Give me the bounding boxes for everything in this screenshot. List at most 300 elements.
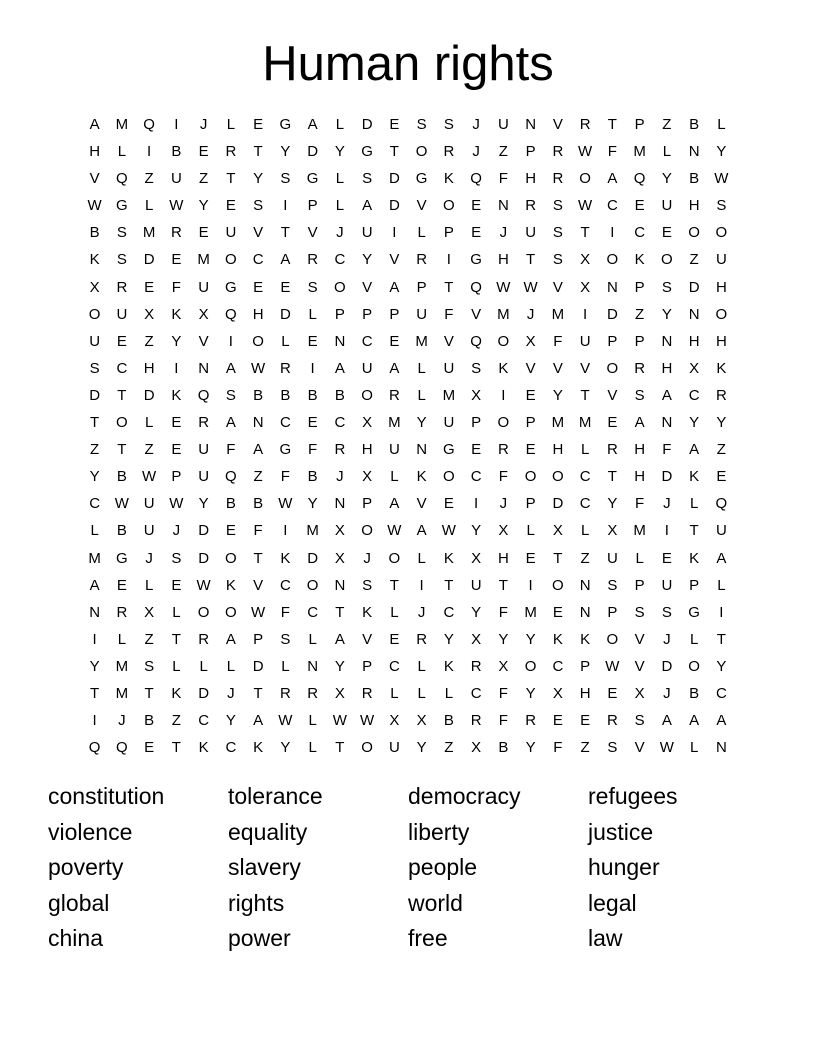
grid-letter: U bbox=[143, 522, 155, 540]
grid-letter: W bbox=[251, 359, 266, 377]
word-bank-item: equality bbox=[228, 818, 308, 845]
grid-letter: T bbox=[144, 684, 154, 702]
grid-row bbox=[81, 517, 735, 544]
grid-letter: A bbox=[89, 576, 100, 594]
grid-letter: B bbox=[443, 712, 454, 730]
grid-letter: O bbox=[225, 549, 237, 567]
grid-letter: H bbox=[634, 468, 646, 486]
grid-letter: Z bbox=[580, 549, 590, 567]
grid-letter: U bbox=[416, 305, 428, 323]
grid-letter: E bbox=[471, 224, 482, 242]
grid-letter: N bbox=[661, 332, 673, 350]
grid-letter: A bbox=[389, 359, 400, 377]
grid-letter: J bbox=[472, 116, 480, 133]
grid-letter: C bbox=[579, 468, 591, 486]
grid-letter: X bbox=[552, 522, 563, 540]
letter-grid bbox=[81, 111, 735, 761]
grid-letter: K bbox=[716, 359, 727, 377]
grid-letter: D bbox=[252, 657, 264, 675]
grid-letter: O bbox=[361, 739, 373, 757]
grid-letter: T bbox=[498, 576, 508, 594]
grid-letter: R bbox=[525, 197, 537, 215]
grid-letter: F bbox=[553, 332, 563, 350]
grid-letter: D bbox=[388, 197, 400, 215]
grid-row bbox=[81, 436, 735, 463]
grid-letter: E bbox=[661, 549, 672, 567]
grid-letter: G bbox=[279, 116, 292, 133]
grid-letter: L bbox=[635, 549, 644, 567]
grid-letter: Z bbox=[580, 739, 590, 757]
grid-letter: M bbox=[415, 332, 428, 350]
grid-letter: O bbox=[361, 386, 373, 404]
grid-letter: K bbox=[225, 576, 236, 594]
grid-letter: S bbox=[634, 712, 645, 730]
grid-letter: C bbox=[552, 657, 564, 675]
grid-letter: K bbox=[89, 251, 100, 269]
grid-letter: U bbox=[225, 224, 237, 242]
grid-letter: L bbox=[308, 630, 317, 648]
grid-letter: P bbox=[634, 278, 645, 296]
grid-letter: O bbox=[252, 332, 264, 350]
grid-letter: I bbox=[501, 386, 506, 404]
grid-letter: E bbox=[443, 495, 454, 513]
grid-letter: T bbox=[689, 522, 699, 540]
grid-row bbox=[81, 463, 735, 490]
grid-letter: O bbox=[225, 251, 237, 269]
grid-letter: B bbox=[253, 495, 264, 513]
grid-letter: O bbox=[606, 630, 619, 648]
grid-letter: A bbox=[689, 712, 700, 730]
grid-letter: F bbox=[226, 441, 236, 459]
grid-letter: F bbox=[308, 441, 318, 459]
grid-letter: R bbox=[416, 251, 428, 269]
grid-letter: Z bbox=[144, 441, 154, 459]
grid-letter: A bbox=[661, 712, 672, 730]
grid-letter: T bbox=[716, 630, 726, 648]
grid-letter: S bbox=[307, 278, 318, 296]
grid-letter: W bbox=[169, 197, 184, 215]
grid-letter: S bbox=[634, 603, 645, 621]
grid-letter: L bbox=[390, 684, 399, 702]
word-bank-item: justice bbox=[588, 818, 654, 845]
grid-letter: C bbox=[334, 414, 346, 432]
grid-letter: J bbox=[499, 224, 508, 242]
grid-letter: L bbox=[717, 576, 726, 594]
grid-letter: X bbox=[580, 278, 591, 296]
grid-letter: Z bbox=[90, 441, 100, 459]
grid-letter: T bbox=[253, 549, 263, 567]
grid-letter: O bbox=[606, 251, 619, 269]
grid-letter: T bbox=[389, 576, 399, 594]
grid-letter: E bbox=[607, 684, 618, 702]
grid-letter: X bbox=[362, 468, 373, 486]
grid-letter: B bbox=[307, 468, 318, 486]
grid-letter: X bbox=[334, 549, 345, 567]
grid-letter: V bbox=[552, 278, 563, 296]
grid-letter: Z bbox=[199, 170, 209, 188]
grid-letter: W bbox=[605, 657, 620, 675]
grid-letter: S bbox=[362, 170, 373, 188]
grid-letter: O bbox=[715, 305, 728, 323]
grid-letter: X bbox=[498, 522, 509, 540]
grid-letter: I bbox=[474, 495, 479, 513]
grid-letter: Q bbox=[116, 170, 128, 188]
grid-letter: E bbox=[661, 224, 672, 242]
grid-letter: X bbox=[471, 386, 482, 404]
grid-row bbox=[81, 653, 735, 680]
grid-letter: F bbox=[498, 170, 508, 188]
grid-letter: O bbox=[497, 414, 510, 432]
grid-row bbox=[81, 246, 735, 273]
grid-letter: U bbox=[116, 305, 128, 323]
grid-letter: T bbox=[607, 468, 617, 486]
grid-letter: H bbox=[661, 359, 673, 377]
grid-letter: I bbox=[419, 576, 424, 594]
grid-letter: L bbox=[281, 332, 290, 350]
grid-letter: E bbox=[307, 332, 318, 350]
grid-letter: F bbox=[498, 712, 508, 730]
grid-letter: L bbox=[717, 116, 726, 133]
grid-letter: N bbox=[606, 278, 618, 296]
grid-letter: E bbox=[225, 522, 236, 540]
grid-letter: S bbox=[552, 224, 563, 242]
grid-letter: W bbox=[87, 197, 102, 215]
grid-letter: J bbox=[172, 522, 181, 540]
grid-letter: K bbox=[443, 549, 454, 567]
grid-letter: C bbox=[634, 224, 646, 242]
grid-letter: L bbox=[662, 143, 672, 161]
grid-row bbox=[81, 274, 735, 301]
grid-letter: C bbox=[361, 332, 373, 350]
grid-letter: U bbox=[361, 359, 373, 377]
grid-letter: X bbox=[689, 359, 700, 377]
grid-letter: K bbox=[416, 468, 427, 486]
grid-letter: L bbox=[417, 224, 426, 242]
grid-letter: I bbox=[583, 305, 588, 323]
grid-letter: G bbox=[443, 441, 455, 459]
grid-letter: H bbox=[143, 359, 155, 377]
grid-letter: U bbox=[198, 441, 210, 459]
grid-letter: P bbox=[525, 495, 536, 513]
grid-letter: L bbox=[417, 359, 426, 377]
grid-letter: V bbox=[634, 739, 645, 757]
grid-letter: K bbox=[171, 684, 182, 702]
grid-letter: L bbox=[417, 386, 426, 404]
grid-letter: O bbox=[388, 549, 401, 567]
grid-letter: X bbox=[525, 332, 536, 350]
grid-row bbox=[81, 355, 735, 382]
grid-letter: N bbox=[89, 603, 101, 621]
grid-letter: O bbox=[688, 224, 700, 242]
grid-letter: T bbox=[253, 143, 263, 161]
grid-letter: K bbox=[253, 739, 264, 757]
grid-letter: C bbox=[443, 603, 455, 621]
grid-letter: O bbox=[524, 657, 537, 675]
grid-letter: Y bbox=[280, 143, 291, 161]
word-bank-item: people bbox=[408, 854, 478, 881]
grid-letter: I bbox=[610, 224, 615, 242]
grid-letter: X bbox=[634, 684, 645, 702]
grid-letter: H bbox=[688, 332, 700, 350]
grid-letter: O bbox=[715, 224, 728, 242]
grid-letter: L bbox=[172, 603, 181, 621]
word-bank-item: tolerance bbox=[228, 783, 323, 809]
grid-letter: L bbox=[335, 170, 345, 188]
grid-letter: H bbox=[552, 441, 564, 459]
grid-letter: K bbox=[280, 549, 291, 567]
grid-letter: Y bbox=[525, 684, 536, 702]
grid-letter: E bbox=[580, 712, 591, 730]
grid-letter: E bbox=[634, 197, 645, 215]
grid-row bbox=[81, 301, 735, 328]
grid-letter: S bbox=[144, 657, 155, 675]
grid-letter: B bbox=[171, 143, 182, 161]
grid-letter: H bbox=[715, 278, 727, 296]
grid-letter: M bbox=[524, 603, 537, 621]
grid-letter: O bbox=[579, 170, 591, 188]
grid-letter: W bbox=[523, 278, 538, 296]
grid-letter: X bbox=[471, 549, 482, 567]
grid-letter: N bbox=[688, 143, 700, 161]
word-bank-item: law bbox=[588, 925, 623, 952]
grid-letter: U bbox=[388, 441, 400, 459]
grid-letter: E bbox=[253, 278, 264, 296]
grid-letter: S bbox=[607, 739, 618, 757]
grid-letter: O bbox=[306, 576, 319, 594]
grid-letter: Y bbox=[607, 495, 618, 513]
grid-letter: E bbox=[525, 386, 536, 404]
grid-letter: Y bbox=[498, 630, 509, 648]
grid-letter: C bbox=[334, 251, 346, 269]
grid-letter: P bbox=[253, 630, 264, 648]
grid-letter: Z bbox=[144, 332, 154, 350]
grid-letter: L bbox=[199, 657, 208, 675]
grid-letter: U bbox=[89, 332, 101, 350]
grid-row bbox=[81, 599, 735, 626]
grid-letter: E bbox=[389, 116, 400, 133]
grid-letter: I bbox=[392, 224, 397, 242]
grid-letter: S bbox=[280, 630, 291, 648]
grid-letter: X bbox=[198, 305, 209, 323]
grid-letter: E bbox=[171, 441, 182, 459]
grid-letter: Y bbox=[416, 414, 427, 432]
grid-letter: C bbox=[198, 712, 210, 730]
grid-letter: F bbox=[498, 684, 508, 702]
grid-letter: F bbox=[280, 468, 290, 486]
grid-letter: L bbox=[144, 576, 154, 594]
grid-letter: D bbox=[388, 170, 400, 188]
word-bank-item: refugees bbox=[588, 783, 678, 809]
grid-letter: C bbox=[279, 576, 291, 594]
grid-letter: U bbox=[661, 576, 673, 594]
grid-letter: W bbox=[278, 495, 293, 513]
grid-letter: V bbox=[525, 359, 536, 377]
grid-letter: M bbox=[306, 522, 319, 540]
grid-letter: A bbox=[661, 386, 672, 404]
grid-letter: R bbox=[116, 278, 128, 296]
grid-letter: V bbox=[253, 224, 264, 242]
grid-letter: G bbox=[116, 549, 128, 567]
grid-letter: M bbox=[578, 414, 592, 432]
grid-letter: P bbox=[525, 143, 536, 161]
grid-letter: T bbox=[580, 386, 590, 404]
grid-letter: C bbox=[388, 657, 400, 675]
grid-letter: Y bbox=[362, 251, 373, 269]
grid-letter: Y bbox=[253, 170, 264, 188]
grid-letter: I bbox=[92, 630, 97, 648]
grid-letter: Q bbox=[470, 170, 482, 188]
grid-letter: Q bbox=[715, 495, 728, 513]
grid-letter: K bbox=[580, 630, 591, 648]
grid-letter: J bbox=[472, 143, 480, 161]
grid-row bbox=[81, 111, 735, 138]
grid-letter: A bbox=[225, 414, 236, 432]
grid-letter: X bbox=[362, 414, 373, 432]
grid-letter: H bbox=[89, 143, 101, 161]
grid-letter: I bbox=[174, 359, 179, 377]
grid-letter: Y bbox=[661, 170, 672, 188]
grid-letter: R bbox=[579, 116, 591, 133]
grid-letter: S bbox=[116, 224, 127, 242]
grid-letter: J bbox=[336, 224, 344, 242]
grid-letter: W bbox=[278, 712, 293, 730]
grid-letter: R bbox=[279, 359, 291, 377]
grid-letter: C bbox=[606, 197, 618, 215]
grid-letter: A bbox=[253, 441, 264, 459]
grid-letter: U bbox=[170, 170, 182, 188]
grid-letter: W bbox=[659, 739, 674, 757]
grid-letter: H bbox=[634, 441, 646, 459]
grid-letter: R bbox=[225, 143, 237, 161]
grid-letter: F bbox=[253, 522, 263, 540]
grid-letter: D bbox=[198, 522, 210, 540]
grid-letter: T bbox=[553, 549, 563, 567]
grid-letter: R bbox=[552, 143, 564, 161]
grid-letter: Y bbox=[198, 197, 209, 215]
grid-letter: I bbox=[283, 522, 288, 540]
grid-letter: R bbox=[416, 630, 428, 648]
grid-letter: Z bbox=[635, 305, 645, 323]
grid-letter: N bbox=[307, 657, 319, 675]
grid-letter: L bbox=[689, 630, 699, 648]
grid-letter: M bbox=[388, 414, 401, 432]
grid-letter: A bbox=[362, 197, 373, 215]
grid-letter: P bbox=[525, 414, 536, 432]
grid-letter: S bbox=[552, 197, 563, 215]
grid-letter: R bbox=[634, 359, 646, 377]
grid-letter: B bbox=[498, 739, 509, 757]
grid-letter: S bbox=[362, 576, 373, 594]
grid-letter: E bbox=[171, 414, 182, 432]
grid-letter: V bbox=[416, 197, 427, 215]
grid-row bbox=[81, 572, 735, 599]
grid-letter: U bbox=[198, 278, 210, 296]
grid-letter: D bbox=[279, 305, 291, 323]
grid-letter: N bbox=[525, 116, 537, 133]
grid-letter: N bbox=[334, 495, 346, 513]
word-bank-item: global bbox=[48, 889, 110, 916]
grid-letter: L bbox=[144, 414, 154, 432]
grid-letter: G bbox=[225, 278, 237, 296]
grid-letter: L bbox=[117, 630, 127, 648]
grid-row bbox=[81, 490, 735, 517]
word-bank-item: democracy bbox=[408, 783, 521, 809]
grid-letter: V bbox=[362, 630, 373, 648]
grid-letter: G bbox=[306, 170, 319, 188]
grid-letter: I bbox=[664, 522, 669, 540]
grid-row bbox=[81, 680, 735, 707]
grid-letter: F bbox=[662, 441, 672, 459]
grid-letter: W bbox=[142, 468, 157, 486]
grid-letter: M bbox=[633, 522, 646, 540]
grid-letter: R bbox=[279, 684, 291, 702]
grid-letter: M bbox=[551, 305, 565, 323]
word-bank-item: world bbox=[408, 889, 463, 916]
grid-letter: P bbox=[362, 305, 373, 323]
grid-letter: R bbox=[198, 630, 210, 648]
grid-letter: A bbox=[307, 116, 318, 133]
grid-letter: W bbox=[332, 712, 347, 730]
grid-letter: D bbox=[661, 468, 673, 486]
grid-letter: W bbox=[196, 576, 211, 594]
grid-letter: A bbox=[634, 414, 645, 432]
grid-letter: L bbox=[90, 522, 99, 540]
grid-letter: O bbox=[443, 197, 455, 215]
grid-letter: R bbox=[443, 143, 455, 161]
grid-letter: L bbox=[308, 739, 317, 757]
grid-letter: J bbox=[526, 305, 535, 323]
grid-letter: W bbox=[578, 197, 593, 215]
grid-letter: R bbox=[525, 712, 537, 730]
grid-letter: M bbox=[115, 657, 129, 675]
grid-row bbox=[81, 626, 735, 653]
grid-letter: A bbox=[89, 116, 100, 133]
grid-letter: O bbox=[415, 143, 428, 161]
grid-letter: V bbox=[552, 116, 563, 133]
grid-letter: X bbox=[389, 712, 400, 730]
grid-letter: R bbox=[388, 386, 400, 404]
grid-row bbox=[81, 545, 735, 572]
grid-letter: R bbox=[334, 441, 346, 459]
grid-letter: U bbox=[606, 549, 618, 567]
grid-letter: S bbox=[443, 116, 454, 133]
grid-letter: M bbox=[551, 414, 565, 432]
grid-letter: E bbox=[525, 441, 536, 459]
grid-letter: S bbox=[89, 359, 100, 377]
grid-letter: D bbox=[688, 278, 700, 296]
grid-letter: B bbox=[689, 684, 700, 702]
grid-letter: Q bbox=[88, 739, 101, 757]
grid-letter: X bbox=[471, 630, 482, 648]
grid-letter: P bbox=[580, 657, 591, 675]
grid-letter: N bbox=[661, 414, 673, 432]
grid-letter: D bbox=[307, 143, 319, 161]
grid-letter: A bbox=[225, 359, 236, 377]
grid-letter: N bbox=[579, 576, 591, 594]
grid-letter: M bbox=[442, 386, 456, 404]
grid-letter: E bbox=[552, 603, 563, 621]
grid-letter: M bbox=[497, 305, 510, 323]
grid-letter: A bbox=[225, 630, 236, 648]
grid-letter: V bbox=[198, 332, 209, 350]
grid-letter: Y bbox=[716, 143, 727, 161]
grid-letter: E bbox=[280, 278, 291, 296]
grid-letter: S bbox=[171, 549, 182, 567]
grid-letter: L bbox=[144, 197, 154, 215]
word-bank-item: china bbox=[48, 925, 103, 952]
grid-letter: M bbox=[197, 251, 210, 269]
grid-letter: Y bbox=[525, 739, 536, 757]
